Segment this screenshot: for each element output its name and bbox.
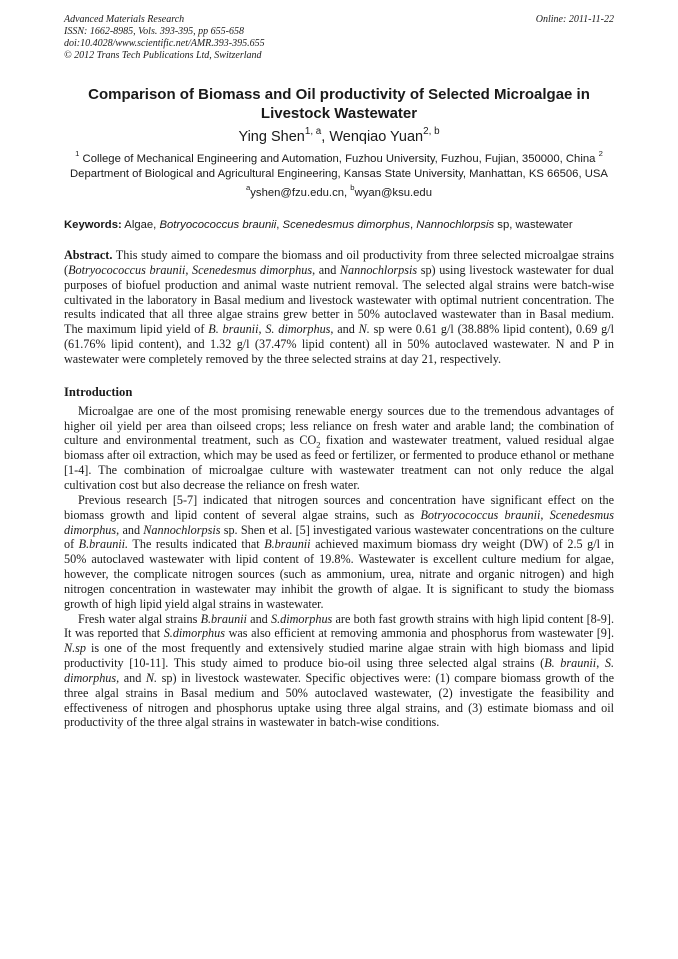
affiliations (64, 149, 614, 182)
journal-info (64, 14, 265, 62)
email-mark: b (350, 183, 355, 193)
species-name: N. (145, 670, 158, 685)
para-text: fixation and wastewater treatment, valued residual algae biomass after oil extraction, which may be used as feed or fertilizer, or fermented to produce ethanol or methane [1-4]. The combination of microalgae culture with wastewater treatment can not only reduce the algal cultivation cost but also decrease the reliance on fresh water. (64, 433, 614, 492)
keywords-label: Keywords: (64, 219, 122, 231)
species-name: B.braunii. (78, 537, 129, 552)
journal-name: Advanced Materials Research (64, 14, 185, 25)
abstract-text: , (185, 262, 193, 277)
keyword-species: Botryocococcus braunii (159, 219, 277, 231)
species-name: Nannochlorpsis (339, 262, 418, 277)
para-text: and (246, 611, 271, 626)
para-text: and (119, 670, 146, 685)
keyword-species: Scenedesmus dimorphus (282, 219, 411, 231)
paper-title: Comparison of Biomass and Oil productivity of Selected Microalgae in Livestock Wastewater (88, 86, 590, 122)
species-name: S.dimorphus (271, 611, 333, 626)
species-name: B. braunii (544, 656, 597, 671)
species-name: S. dimorphus (265, 322, 331, 337)
abstract-text: , and (312, 262, 340, 277)
author-name: Wenqiao Yuan (329, 129, 424, 145)
species-name: Botryocococcus braunii, Scenedesmus dimorphus (64, 507, 614, 537)
species-name: Scenedesmus dimorphus (192, 262, 313, 277)
affiliation-1: College of Mechanical Engineering and Automation, Fuzhou University, Fuzhou, Fujian, 350000, China (79, 153, 599, 165)
intro-paragraph-2 (64, 493, 614, 612)
author-affil-mark: 2, b (423, 125, 440, 137)
abstract-text: This study aimed to compare the biomass and oil productivity from three selected microalgae strains ( (64, 248, 614, 277)
keyword-text: Algae, (121, 219, 160, 231)
author-separator: , (321, 129, 330, 145)
author-affil-mark: 1, a (304, 125, 322, 137)
affiliation-2: Department of Biological and Agricultural Engineering, Kansas State University, Manhattan, KS 66506, USA (70, 168, 608, 180)
species-name: N.sp (64, 641, 87, 656)
keyword-species: Nannochlorpsis (416, 219, 495, 231)
section-heading-introduction: Introduction (64, 384, 133, 399)
para-text: sp) in livestock wastewater. Specific objectives were: (1) compare biomass growth of the three algal strains in Basal medium and 50% autoclaved wastewater, (2) investigate the feasibility and effectiveness of nitrogen and phosphorus uptake using three algal strains, and (3) estimate biomass and oil productivity of the three algal strains in wastewater in batch-wise conditions. (64, 670, 614, 730)
species-name: B.braunii (200, 611, 247, 626)
species-name: Botryocococcus braunii (68, 262, 186, 277)
author-list (64, 125, 614, 146)
species-name: S.dimorphus (163, 626, 225, 641)
affil-mark: 1 (75, 149, 80, 159)
affil-mark: 2 (598, 149, 603, 159)
abstract-text: sp) using livestock wastewater for dual purposes of biofuel production and animal waste nutrient removal. The selected algal strains were batch-wise cultivated in the laboratory in Basal medium and livestock wastewater with optimal nutrient concentration. The results indicated that all three algae strains grew better in 50% autoclaved wastewater than in Basal medium. The maximum lipid yield of (64, 262, 614, 337)
keyword-text: , (276, 219, 283, 231)
email-mark: a (245, 183, 251, 193)
email-link[interactable]: wyan@ksu.edu (354, 187, 432, 199)
journal-issn: ISSN: 1662-8985, Vols. 393-395, pp 655-658 (64, 26, 244, 37)
para-text: was also efficient at removing ammonia and phosphorus from wastewater [9]. (224, 626, 614, 641)
author-name: Ying Shen (238, 129, 305, 145)
para-text: are both fast growth strains with high lipid content [8-9]. It was reported that (64, 611, 614, 641)
para-text: is one of the most frequently and extensively studied marine algae strain with high biomass and lipid productivity [10-11]. This study aimed to produce bio-oil using three selected algal strains ( (64, 641, 614, 671)
species-name: Nannochlorpsis (143, 522, 221, 537)
para-text: achieved maximum biomass dry weight (DW) of 2.5 g/l in 50% autoclaved wastewater with lipid content of 19.8%. Wastewater is excellent culture medium for algae, however, the complicate nitrogen sources (such as ammonium, urea, nitrate and organic nitrogen) and high nitrogen concentration in wastewater may inhibit the growth of algae. It is significant to study the biomass growth of high lipid yield algal strains in wastewater. (64, 537, 614, 611)
keywords (64, 218, 614, 232)
species-name: S. dimorphus, (64, 656, 614, 685)
author-emails (64, 183, 614, 201)
para-text: , (596, 656, 605, 671)
keyword-text: sp, wastewater (494, 219, 573, 231)
abstract-text: , and (330, 322, 359, 337)
online-date: Online: 2011-11-22 (535, 14, 614, 25)
abstract (64, 248, 614, 367)
species-name: B.braunii (264, 537, 311, 552)
species-name: N. (358, 322, 370, 337)
subscript: 2 (316, 439, 321, 450)
abstract-text: sp were 0.61 g/l (38.88% lipid content), 0.69 g/l (61.76% lipid content), and 1.32 g/l (37.47% lipid content) all in 50% autoclaved wastewater. N and P in wastewater were completely removed by the three selected strains at day 21, respectively. (64, 322, 614, 366)
intro-paragraph-3 (64, 612, 614, 731)
journal-doi[interactable]: doi:10.4028/www.scientific.net/AMR.393-395.655 (64, 38, 265, 49)
para-text: sp. Shen et al. [5] investigated various wastewater concentrations on the culture of (64, 522, 614, 552)
intro-paragraph-1 (64, 404, 614, 493)
para-text: Previous research [5-7] indicated that nitrogen sources and concentration have significant effect on the biomass growth and lipid content of several algae strains, such as (64, 492, 614, 522)
para-text: Microalgae are one of the most promising renewable energy sources due to the tremendous advantages of higher oil yield per area than oilseed crops; less reliance on fresh water and arable land; the combination of culture and environmental treatment, such as CO (64, 403, 614, 448)
email-link[interactable]: yshen@fzu.edu.cn, (250, 187, 351, 199)
keyword-text: , (410, 219, 417, 231)
journal-copyright: © 2012 Trans Tech Publications Ltd, Switzerland (64, 50, 262, 61)
para-text: , and (116, 522, 144, 537)
para-text: Fresh water algal strains (78, 611, 201, 626)
para-text: The results indicated that (128, 537, 265, 552)
species-name: B. braunii (208, 322, 259, 337)
journal-header (64, 14, 614, 62)
abstract-text: , (258, 322, 266, 337)
abstract-label: Abstract. (64, 248, 113, 262)
